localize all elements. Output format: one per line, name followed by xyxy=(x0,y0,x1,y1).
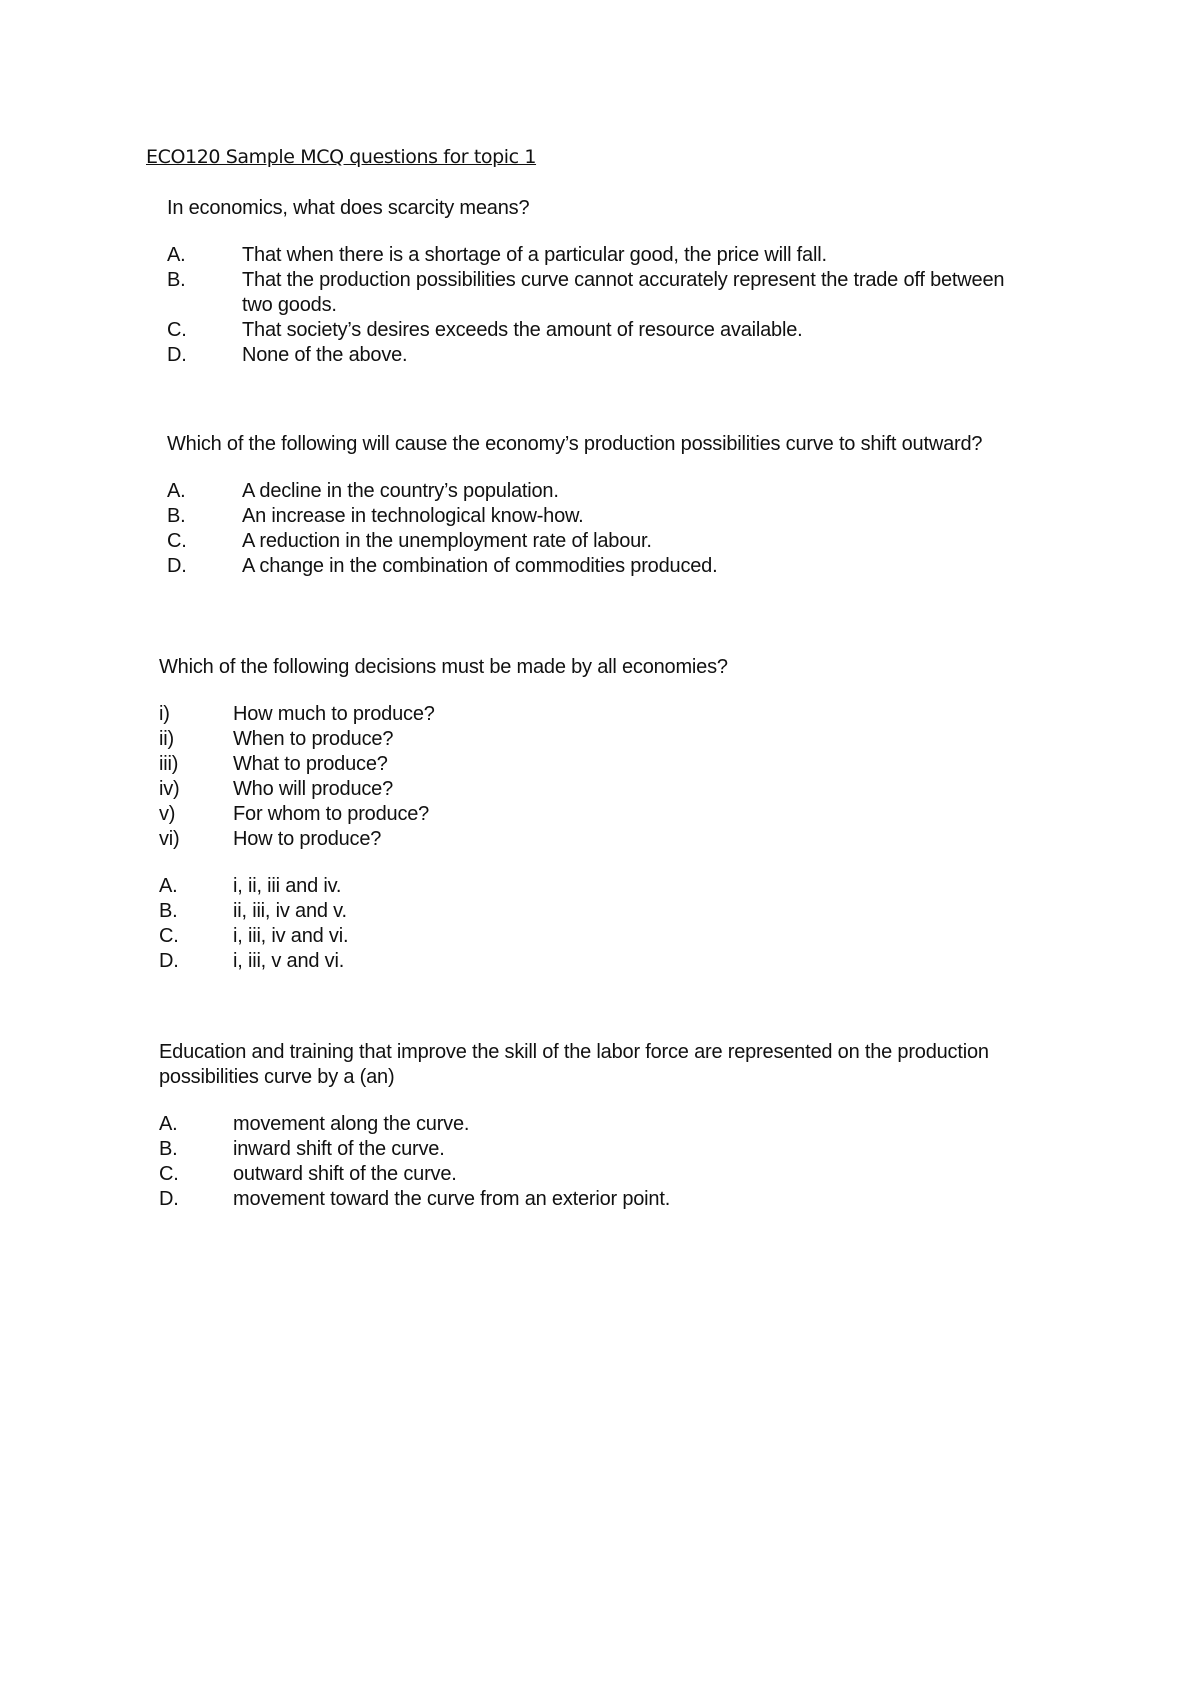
option-text: That when there is a shortage of a particular good, the price will fall. xyxy=(242,244,827,266)
decision-item xyxy=(159,777,1021,802)
option-b xyxy=(159,899,1021,924)
question-text: Which of the following will cause the economy’s production possibilities curve to shift outward? xyxy=(167,433,983,455)
question-3 xyxy=(159,655,1021,974)
option-b xyxy=(167,504,1039,529)
option-letter: D. xyxy=(167,344,187,366)
document-title: ECO120 Sample MCQ questions for topic 1 xyxy=(146,146,537,168)
option-a xyxy=(167,243,1029,268)
option-list xyxy=(159,1112,1031,1212)
decision-text: For whom to produce? xyxy=(233,803,430,825)
decision-numeral: ii) xyxy=(159,728,174,750)
option-letter: A. xyxy=(167,480,186,502)
option-text: None of the above. xyxy=(242,344,408,366)
option-list xyxy=(167,243,1029,368)
option-text: ii, iii, iv and v. xyxy=(233,900,347,922)
question-text: Which of the following decisions must be made by all economies? xyxy=(159,656,728,678)
option-text: inward shift of the curve. xyxy=(233,1138,445,1160)
option-letter: A. xyxy=(159,1113,178,1135)
question-4 xyxy=(159,1040,1031,1212)
decision-item xyxy=(159,727,1021,752)
option-letter: B. xyxy=(159,1138,178,1160)
option-text: A reduction in the unemployment rate of labour. xyxy=(242,530,652,552)
option-letter: C. xyxy=(159,1163,179,1185)
option-list xyxy=(167,479,1039,579)
option-d xyxy=(159,949,1021,974)
option-c xyxy=(159,924,1021,949)
decision-text: Who will produce? xyxy=(233,778,394,800)
option-letter: A. xyxy=(159,875,178,897)
option-d xyxy=(167,554,1039,579)
decision-numeral: iv) xyxy=(159,778,180,800)
decision-numeral: i) xyxy=(159,703,170,725)
option-letter: B. xyxy=(167,505,186,527)
option-letter: C. xyxy=(167,319,187,341)
question-text: In economics, what does scarcity means? xyxy=(167,197,530,219)
option-d xyxy=(167,343,1029,368)
decision-numeral: v) xyxy=(159,803,176,825)
option-text: A decline in the country’s population. xyxy=(242,480,559,502)
option-b xyxy=(167,268,1029,318)
option-text: i, ii, iii and iv. xyxy=(233,875,342,897)
decision-text: What to produce? xyxy=(233,753,388,775)
option-text: That the production possibilities curve cannot accurately represent the trade off between two goods. xyxy=(242,269,1005,316)
option-letter: B. xyxy=(159,900,178,922)
option-text: outward shift of the curve. xyxy=(233,1163,457,1185)
option-letter: D. xyxy=(167,555,187,577)
decision-item xyxy=(159,752,1021,777)
option-text: A change in the combination of commodities produced. xyxy=(242,555,718,577)
question-1 xyxy=(167,196,1029,368)
option-letter: D. xyxy=(159,950,179,972)
question-2 xyxy=(167,432,1039,579)
option-letter: B. xyxy=(167,269,186,291)
option-text: movement toward the curve from an exterior point. xyxy=(233,1188,671,1210)
decision-numeral: iii) xyxy=(159,753,179,775)
decision-text: When to produce? xyxy=(233,728,394,750)
option-list xyxy=(159,874,1021,974)
decision-item xyxy=(159,802,1021,827)
decision-text: How much to produce? xyxy=(233,703,435,725)
option-a xyxy=(159,874,1021,899)
decision-item xyxy=(159,702,1021,727)
option-letter: C. xyxy=(167,530,187,552)
option-d xyxy=(159,1187,1031,1212)
decision-numeral: vi) xyxy=(159,828,180,850)
option-a xyxy=(159,1112,1031,1137)
decision-item xyxy=(159,827,1021,852)
option-letter: A. xyxy=(167,244,186,266)
option-text: An increase in technological know-how. xyxy=(242,505,584,527)
option-b xyxy=(159,1137,1031,1162)
option-text: That society’s desires exceeds the amount of resource available. xyxy=(242,319,803,341)
decision-list xyxy=(159,702,1021,852)
option-c xyxy=(159,1162,1031,1187)
question-text: Education and training that improve the skill of the labor force are represented on the production possibilities curve by a (an) xyxy=(159,1041,989,1088)
decision-text: How to produce? xyxy=(233,828,382,850)
option-letter: C. xyxy=(159,925,179,947)
option-c xyxy=(167,529,1039,554)
option-text: i, iii, v and vi. xyxy=(233,950,345,972)
option-a xyxy=(167,479,1039,504)
option-c xyxy=(167,318,1029,343)
option-text: i, iii, iv and vi. xyxy=(233,925,349,947)
option-text: movement along the curve. xyxy=(233,1113,470,1135)
option-letter: D. xyxy=(159,1188,179,1210)
